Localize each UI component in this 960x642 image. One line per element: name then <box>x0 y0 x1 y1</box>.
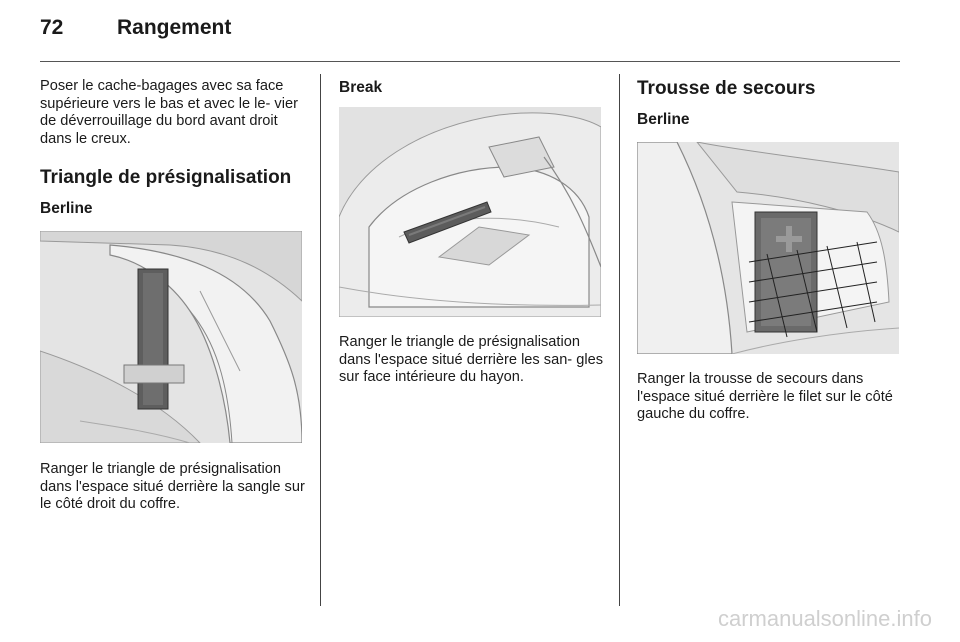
column-2 <box>339 78 603 387</box>
subheading-berline-first-aid: Berline <box>637 111 690 128</box>
subheading-berline: Berline <box>40 200 93 217</box>
column-divider-2 <box>619 74 620 606</box>
section-heading-first-aid: Trousse de secours <box>637 78 816 99</box>
first-aid-kit-illustration <box>637 142 899 354</box>
section-heading-triangle: Triangle de présignalisation <box>40 167 292 188</box>
column-3 <box>637 78 901 424</box>
triangle-berline-caption: Ranger le triangle de présignalisation dans l'espace situé derrière la sangle sur le côté droit du coffre. <box>40 461 305 512</box>
first-aid-caption: Ranger la trousse de secours dans l'espace situé derrière le filet sur le côté gauche du coffre. <box>637 371 893 422</box>
page-title: Rangement <box>117 16 232 39</box>
triangle-berline-illustration <box>40 231 302 443</box>
intro-paragraph: Poser le cache-bagages avec sa face supérieure vers le bas et avec le le- vier de déverrouillage du bord avant droit dans le creux. <box>40 78 298 147</box>
triangle-break-caption: Ranger le triangle de présignalisation dans l'espace situé derrière les san- gles sur face intérieure du hayon. <box>339 334 603 385</box>
subheading-break: Break <box>339 79 383 96</box>
header-rule <box>40 61 900 62</box>
column-1 <box>40 78 304 514</box>
page-number: 72 <box>40 16 64 39</box>
watermark: carmanualsonline.info <box>717 606 932 631</box>
column-divider-1 <box>320 74 321 606</box>
triangle-break-illustration <box>339 107 601 317</box>
